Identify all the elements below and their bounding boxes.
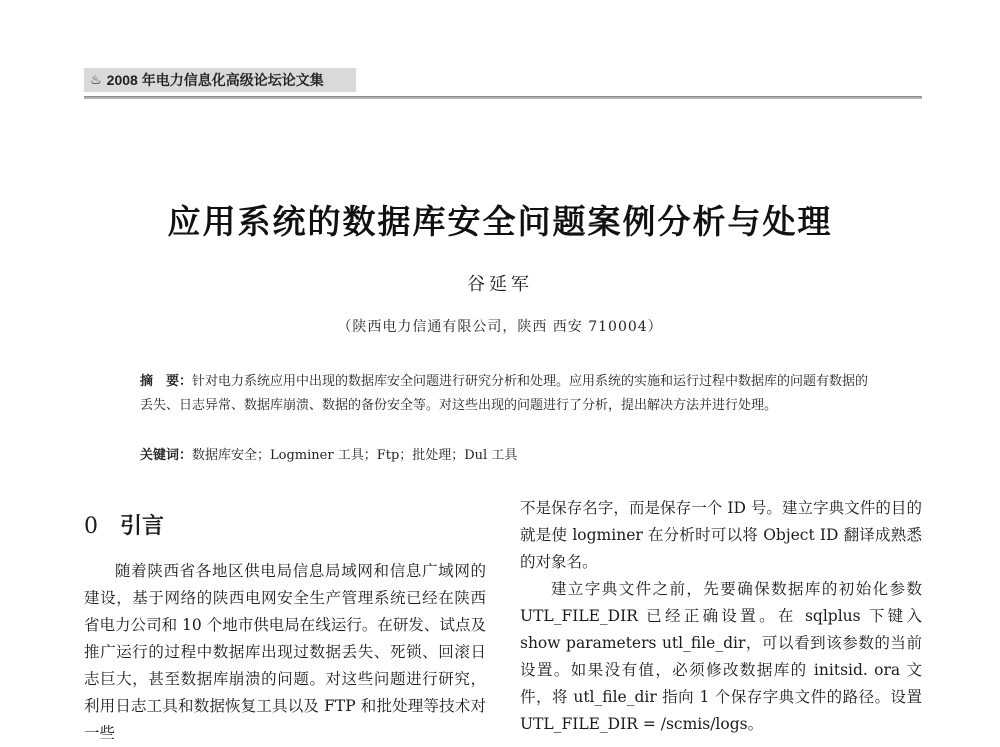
section-heading	[84, 513, 486, 540]
intro-paragraph: 随着陕西省各地区供电局信息局域网和信息广域网的建设，基于网络的陕西电网安全生产管理系统已经在陕西省电力公司和 10 个地市供电局在线运行。在研发、试点及推广运行的过程中数据库出现过数据丢失、死锁、回滚日志巨大，甚至数据库崩溃的问题。对这些问题进行研究，利用日志工具和数据恢复工具以及 FTP 和批处理等技术对一些	[84, 562, 486, 742]
right-paragraph-2: 建立字典文件之前，先要确保数据库的初始化参数 UTL_FILE_DIR 已经正确设置。在 sqlplus 下键入 show parameters utl_file_dir，可以看到该参数的当前设置。如果没有值，必须修改数据库的 initsid. ora 文件，将 utl_file_dir 指向 1 个保存字典文件的路径。设置 UTL_FILE_DIR = /scmis/logs。	[520, 580, 922, 733]
right-column	[520, 495, 922, 738]
section-title: 引言	[120, 513, 165, 539]
abstract-label: 摘 要：	[140, 374, 193, 389]
keywords-label: 关键词：	[140, 448, 193, 463]
author: 谷延军	[467, 274, 533, 295]
paper-title: 应用系统的数据库安全问题案例分析与处理	[167, 202, 833, 241]
right-paragraph-1: 不是保存名字，而是保存一个 ID 号。建立字典文件的目的就是使 logminer 在分析时可以将 Object ID 翻译成熟悉的对象名。	[520, 499, 922, 571]
left-column	[84, 495, 486, 747]
keywords	[140, 444, 870, 463]
keywords-text: 数据库安全；Logminer 工具；Ftp；批处理；Dul 工具	[192, 448, 518, 463]
running-header	[84, 68, 922, 99]
header-tab	[84, 68, 356, 92]
abstract-text: 针对电力系统应用中出现的数据库安全问题进行研究分析和处理。应用系统的实施和运行过程中数据库的问题有数据的丢失、日志异常、数据库崩溃、数据的备份安全等。对这些出现的问题进行了分析，提出解决方法并进行处理。	[140, 374, 869, 413]
header-rule	[84, 97, 922, 99]
header-text: 2008 年电力信息化高级论坛论文集	[106, 72, 324, 88]
affiliation: （陕西电力信通有限公司，陕西 西安 710004）	[337, 319, 663, 335]
flame-icon: ♨	[90, 72, 102, 87]
abstract	[140, 370, 870, 418]
section-number: 0	[84, 514, 98, 539]
